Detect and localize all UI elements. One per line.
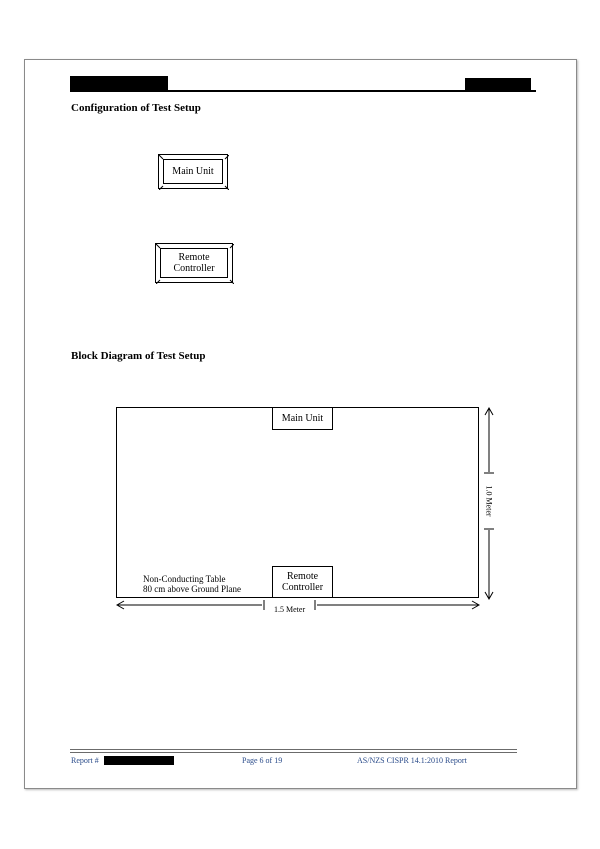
footer-rule-top [70,749,517,750]
footer-standard: AS/NZS CISPR 14.1:2010 Report [357,756,467,765]
footer-page-number: Page 6 of 19 [242,756,283,765]
footer-rule-bottom [70,752,517,753]
config-remote-controller-label [160,248,228,278]
diagram-main-unit-label: Main Unit [281,413,324,424]
table-description-line2: 80 cm above Ground Plane [143,584,241,594]
header-rule [70,90,536,92]
diagram-main-unit-box [272,407,333,430]
config-heading: Configuration of Test Setup [71,102,201,114]
depth-label: 1.0 Meter [484,485,494,517]
diagram-remote-controller-box [272,566,333,598]
width-label: 1.5 Meter [274,605,306,614]
footer-report-number: Report # [71,756,99,765]
diagram-remote-line2: Controller [281,582,324,593]
remote-label-line1: Remote [178,252,210,263]
header-redaction-left [70,76,168,90]
footer-report-redaction [104,756,174,765]
table-description [143,574,241,594]
table-description-line1: Non-Conducting Table [143,574,226,584]
diagram-remote-line1: Remote [286,571,319,582]
config-remote-controller-box [155,243,233,283]
config-main-unit-label: Main Unit [163,159,223,184]
block-diagram-heading: Block Diagram of Test Setup [71,350,206,362]
remote-label-line2: Controller [173,263,215,274]
config-main-unit-box [158,154,228,189]
header-redaction-right [465,78,531,90]
